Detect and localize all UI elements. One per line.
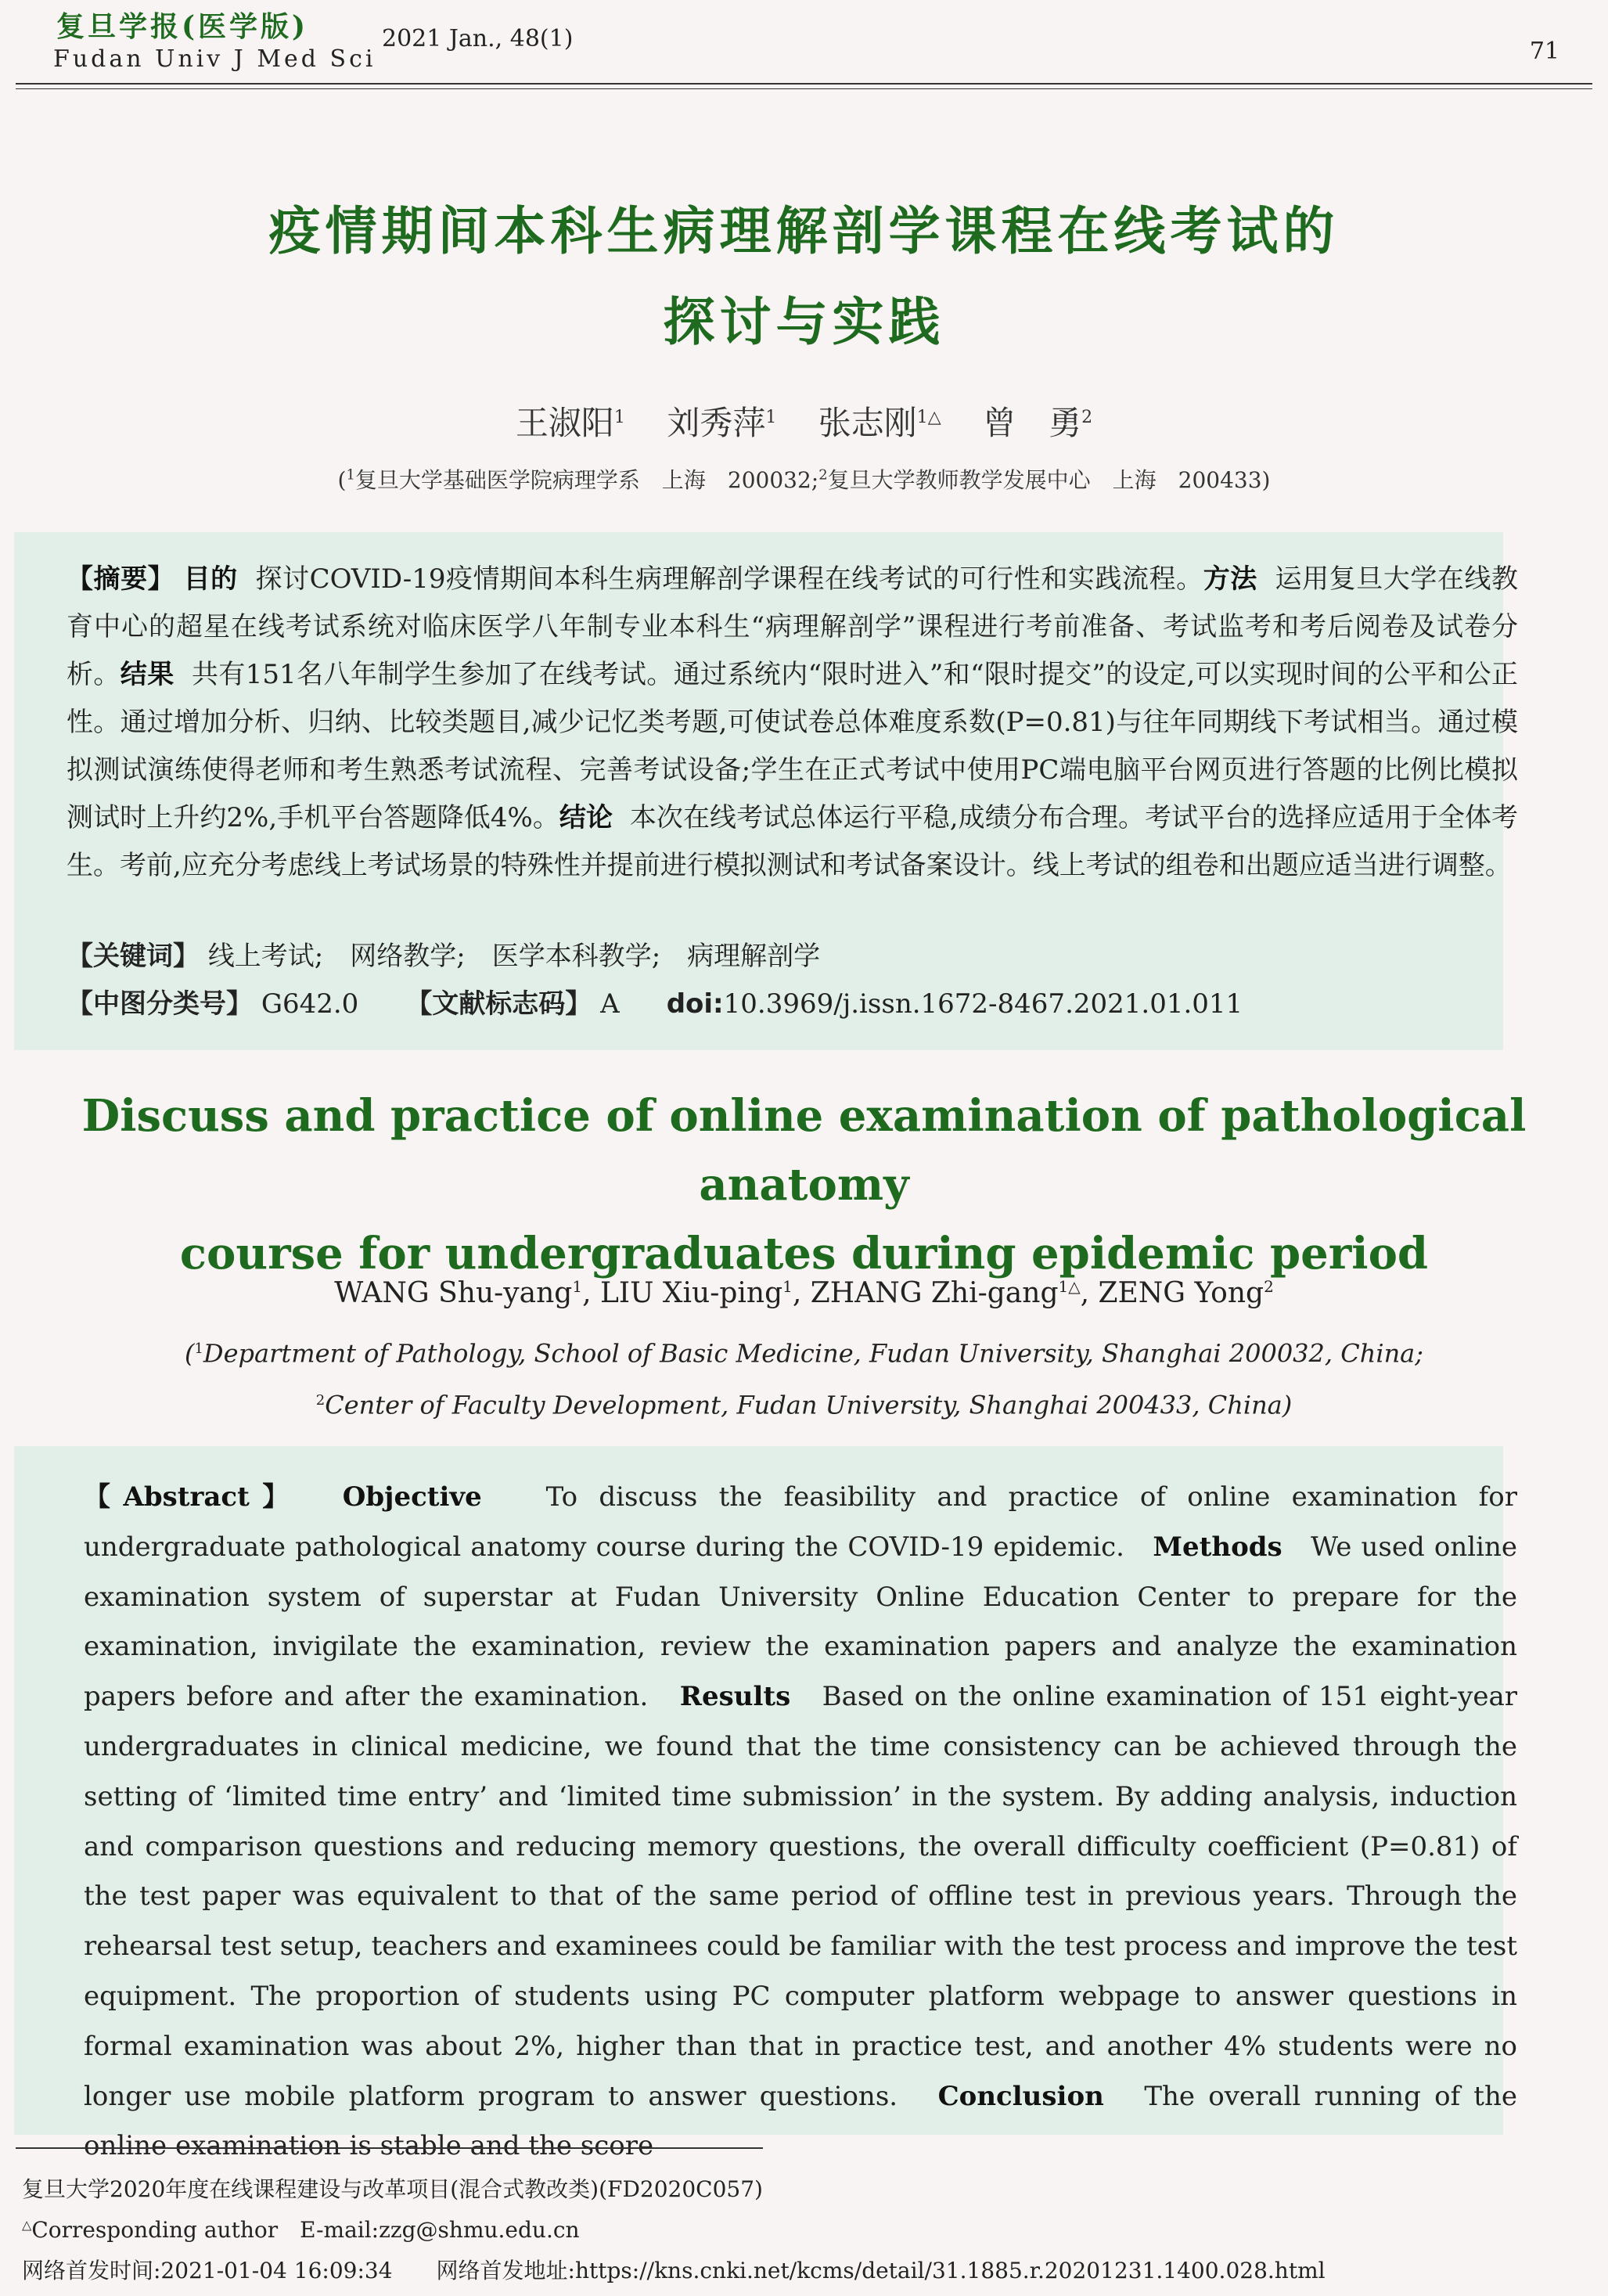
results-label: 结果 — [120, 659, 174, 690]
keywords-text: 线上考试; 网络教学; 医学本科教学; 病理解剖学 — [207, 941, 821, 972]
doc-code-label: 【文献标志码】 — [405, 988, 592, 1020]
issue-info: 2021 Jan., 48(1) — [382, 25, 574, 52]
clc-value: G642.0 — [261, 988, 359, 1020]
doi-label: doi: — [666, 988, 724, 1020]
author-cn: 曾 勇 — [983, 404, 1082, 442]
author-sup: 2 — [1081, 408, 1093, 427]
page-number: 71 — [1529, 38, 1559, 65]
affiliations-cn: ($^1$复旦大学基础医学院病理学系 上海 200032;$^2$复旦大学教师教学发展中心 上海 200433) — [337, 466, 1271, 493]
clc-label: 【中图分类号】 — [67, 988, 253, 1020]
abstract-en-label: 【Abstract】 — [84, 1481, 302, 1513]
objective-label: 目的 — [183, 563, 238, 595]
abstract-label: 【摘要】 — [67, 563, 175, 595]
header-rule-thin — [16, 88, 1592, 89]
title-en-line1: Discuss and practice of online examination of pathological anatomy — [81, 1090, 1527, 1211]
results-en-label: Results — [679, 1681, 791, 1713]
affiliation-en-line2: $^2$Center of Faculty Development, Fudan University, Shanghai 200433, China) — [315, 1390, 1293, 1420]
doc-code-value: A — [600, 988, 620, 1020]
results-text: 共有151名八年制学生参加了在线考试。通过系统内“限时进入”和“限时提交”的设定,可以实现时间的公平和公正性。通过增加分析、归纳、比较类题目,减少记忆类考题,可使试卷总体难度系数(P=0.81)与往年同期线下考试相当。通过模拟测试演练使得老师和考生熟悉考试流程、完善考试设备;学生在正式考试中使用PC端电脑平台网页进行答题的比例比模拟测试时上升约2%,手机平台答题降低4%。 — [67, 659, 1518, 833]
title-cn — [0, 186, 1608, 368]
abstract-cn — [67, 556, 1518, 890]
conclusion-label: 结论 — [559, 802, 613, 833]
footnote-rule — [16, 2147, 763, 2149]
author-sup: 1 — [613, 408, 625, 427]
author-sup: 1△ — [916, 408, 941, 427]
author-en: ZHANG Zhi-gang — [810, 1277, 1059, 1309]
corresponding-email[interactable]: Corresponding author E-mail:zzg@shmu.edu.cn — [31, 2217, 580, 2243]
author-en: LIU Xiu-ping — [599, 1277, 783, 1309]
author-cn: 张志刚 — [818, 404, 917, 442]
published-note[interactable]: 网络首发时间:2021-01-04 16:09:34 网络首发地址:https://kns.cnki.net/kcms/detail/31.1885.r.20201231.1400.028.html — [22, 2258, 1326, 2283]
title-en-line2: course for undergraduates during epidemic period — [179, 1228, 1429, 1279]
corresponding-note: △Corresponding author E-mail:zzg@shmu.edu.cn — [22, 2217, 580, 2243]
journal-name-en: Fudan Univ J Med Sci — [53, 45, 376, 73]
funding-note: 复旦大学2020年度在线课程建设与改革项目(混合式教改类)(FD2020C057) — [22, 2176, 763, 2202]
objective-en-label: Objective — [342, 1481, 482, 1513]
author-cn: 王淑阳 — [515, 404, 614, 442]
abstract-en — [84, 1473, 1517, 2172]
methods-label: 方法 — [1203, 563, 1257, 595]
authors-en: WANG Shu-yang$^1$, LIU Xiu-ping$^1$, ZHANG Zhi-gang$^{1\triangle}$, ZENG Yong$^2$ — [334, 1277, 1274, 1309]
classification-line — [67, 981, 1243, 1028]
title-cn-line1: 疫情期间本科生病理解剖学课程在线考试的 — [268, 201, 1340, 261]
header-rule — [16, 83, 1592, 85]
author-cn: 刘秀萍 — [667, 404, 766, 442]
doi-link[interactable]: 10.3969/j.issn.1672-8467.2021.01.011 — [723, 988, 1243, 1020]
objective-text: 探讨COVID-19疫情期间本科生病理解剖学课程在线考试的可行性和实践流程。 — [255, 563, 1203, 595]
methods-text: 运用复旦大学在线教育中心的超星在线考试系统对临床医学八年制专业本科生“病理解剖学”课程进行考前准备、考试监考和考后阅卷及试卷分析。 — [67, 563, 1519, 690]
affiliations-en — [0, 1326, 1608, 1428]
affiliation-en-line1: ($^1$Department of Pathology, School of Basic Medicine, Fudan University, Shanghai 200032, China; — [184, 1338, 1424, 1369]
conclusion-en-text: The overall running of the online examination is stable and the score — [84, 2080, 1517, 2162]
author-en: WANG Shu-yang — [334, 1277, 573, 1309]
keywords-cn — [67, 933, 820, 981]
conclusion-en-label: Conclusion — [937, 2080, 1104, 2112]
title-cn-line2: 探讨与实践 — [663, 292, 945, 352]
keywords-label: 【关键词】 — [67, 941, 200, 972]
conclusion-text: 本次在线考试总体运行平稳,成绩分布合理。考试平台的选择应适用于全体考生。考前,应充分考虑线上考试场景的特殊性并提前进行模拟测试和考试备案设计。线上考试的组卷和出题应适当进行调整。 — [67, 802, 1519, 881]
results-en-text: Based on the online examination of 151 eight-year undergraduates in clinical medicine, we found that the time consistency can be achieved through the setting of ‘limited time entry’ and ‘limited time submission’ in the system. By adding analysis, induction and comparison questions and reducing memory questions, the overall difficulty coefficient (P=0.81) of the test paper was equivalent to that of the same period of offline test in previous years. Through the rehearsal test setup, teachers and examinees could be familiar with the test process and improve the test equipment. The proportion of students using PC computer platform webpage to answer questions in formal examination was about 2%, higher than that in practice test, and another 4% students were no longer use mobile platform program to answer questions. — [84, 1681, 1517, 2112]
authors-cn — [0, 398, 1608, 444]
objective-en-text: To discuss the feasibility and practice of online examination for undergraduate pathological anatomy course during the COVID-19 epidemic. — [84, 1481, 1517, 1563]
author-en: ZENG Yong — [1098, 1277, 1264, 1309]
methods-en-text: We used online examination system of superstar at Fudan University Online Education Center to prepare for the examination, invigilate the examination, review the examination papers and analyze the examination papers before and after the examination. — [84, 1531, 1517, 1713]
author-sup: 1 — [765, 408, 777, 427]
page-header — [0, 0, 1608, 94]
journal-name-cn: 复旦学报(医学版) — [56, 10, 309, 43]
title-en — [0, 1081, 1608, 1288]
methods-en-label: Methods — [1153, 1531, 1282, 1563]
